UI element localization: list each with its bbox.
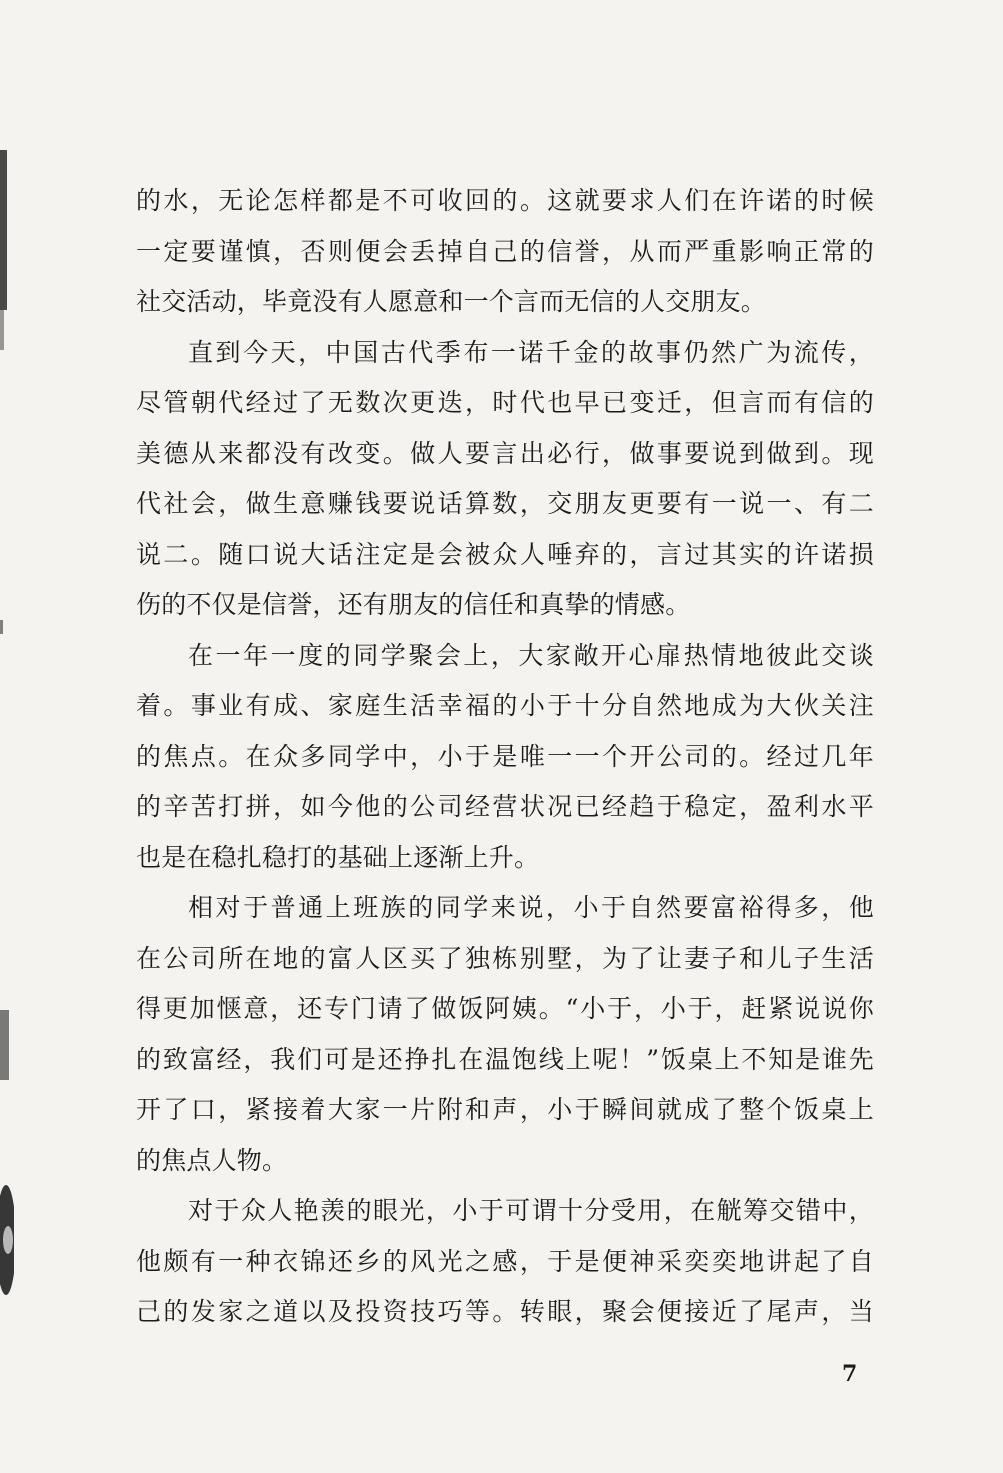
text-line: 他颇有一种衣锦还乡的风光之感，于是便神采奕奕地讲起了自 <box>136 1246 874 1276</box>
text-line: 说二。随口说大话注定是会被众人唾弃的，言过其实的许诺损 <box>136 539 874 569</box>
paragraph <box>136 1186 874 1338</box>
text-line: 己的发家之道以及投资技巧等。转眼，聚会便接近了尾声，当 <box>136 1297 874 1326</box>
text-line: 的焦点人物。 <box>136 1145 288 1175</box>
text-line: 伤的不仅是信誉，还有朋友的信任和真挚的情感。 <box>136 590 691 619</box>
paragraph <box>136 631 874 884</box>
body-text <box>136 176 874 1338</box>
text-line: 的水，无论怎样都是不可收回的。这就要求人们在许诺的时候 <box>136 186 874 215</box>
paragraph <box>136 883 874 1186</box>
text-line: 代社会，做生意赚钱要说话算数，交朋友更要有一说一、有二 <box>136 489 874 518</box>
text-line: 的焦点。在众多同学中，小于是唯一一个开公司的。经过几年 <box>136 741 874 771</box>
text-line: 的辛苦打拼，如今他的公司经营状况已经趋于稳定，盈利水平 <box>136 792 874 821</box>
text-line: 直到今天，中国古代季布一诺千金的故事仍然广为流传， <box>188 337 874 367</box>
scan-edge-artifact <box>0 150 14 1350</box>
text-line: 社交活动，毕竟没有人愿意和一个言而无信的人交朋友。 <box>136 287 767 316</box>
page-number: 7 <box>842 1361 858 1387</box>
text-line: 尽管朝代经过了无数次更迭，时代也早已变迁，但言而有信的 <box>136 388 874 417</box>
text-line: 得更加惬意，还专门请了做饭阿姨。“小于，小于，赶紧说说你 <box>136 994 874 1023</box>
text-line: 一定要谨慎，否则便会丢掉自己的信誉，从而严重影响正常的 <box>136 236 874 266</box>
text-line: 美德从来都没有改变。做人要言出必行，做事要说到做到。现 <box>136 438 874 468</box>
text-line: 相对于普通上班族的同学来说，小于自然要富裕得多，他 <box>188 893 874 922</box>
text-line: 着。事业有成、家庭生活幸福的小于十分自然地成为大伙关注 <box>136 691 874 720</box>
paragraph <box>136 328 874 631</box>
text-line: 对于众人艳羡的眼光，小于可谓十分受用，在觥筹交错中， <box>188 1196 874 1225</box>
text-line: 在公司所在地的富人区买了独栋别墅，为了让妻子和儿子生活 <box>136 943 874 973</box>
text-line: 的致富经，我们可是还挣扎在温饱线上呢！”饭桌上不知是谁先 <box>136 1044 874 1074</box>
text-line: 开了口，紧接着大家一片附和声，小于瞬间就成了整个饭桌上 <box>136 1095 874 1124</box>
paragraph <box>136 176 874 328</box>
text-line: 在一年一度的同学聚会上，大家敞开心扉热情地彼此交谈 <box>188 640 874 670</box>
text-line: 也是在稳扎稳打的基础上逐渐上升。 <box>136 842 540 872</box>
